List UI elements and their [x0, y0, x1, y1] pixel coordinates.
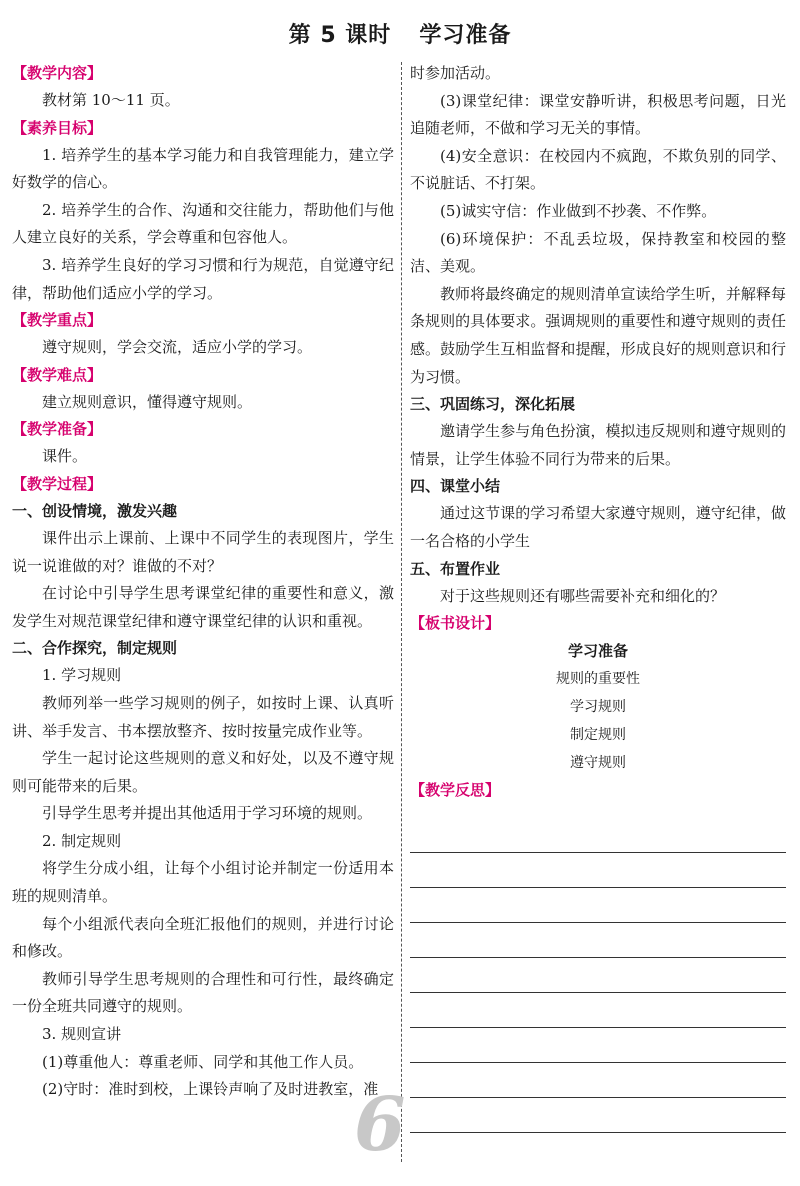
- section-2-title: 二、合作探究，制定规则: [12, 639, 178, 658]
- tag-key-point: 【教学重点】: [12, 311, 103, 330]
- board-design: [410, 637, 786, 777]
- column-divider: [401, 62, 402, 1162]
- board-title: 学习准备: [567, 642, 628, 661]
- rule-item-2-continued: 时参加活动。: [410, 64, 501, 82]
- section-1-para-2: 在讨论中引导学生思考课堂纪律的重要性和意义，激发学生对规范课堂纪律和遵守课堂纪律的认识和重视。: [12, 584, 394, 630]
- tag-board-design: 【板书设计】: [410, 614, 501, 633]
- difficulty-text: 建立规则意识，懂得遵守规则。: [42, 392, 253, 411]
- rule-item-3: (3)课堂纪律：课堂安静听讲，积极思考问题，日光追随老师，不做和学习无关的事情。: [410, 91, 786, 138]
- subsection-2-para-2: 每个小组派代表向全班汇报他们的规则，并进行讨论和修改。: [12, 914, 394, 961]
- right-column: [410, 60, 786, 1133]
- tag-reflection: 【教学反思】: [410, 781, 501, 800]
- section-1-title: 一、创设情境，激发兴趣: [12, 501, 178, 520]
- writing-line[interactable]: [410, 888, 786, 923]
- section-3-para: 邀请学生参与角色扮演，模拟违反规则和遵守规则的情景，让学生体验不同行为带来的后果。: [410, 422, 786, 468]
- board-item: 学习规则: [570, 699, 626, 716]
- writing-line[interactable]: [410, 1028, 786, 1063]
- section-1-para-1: 课件出示上课前、上课中不同学生的表现图片，学生说一说谁做的对？谁做的不对？: [12, 528, 394, 575]
- board-item: 制定规则: [570, 727, 626, 744]
- subsection-1-para-1: 教师列举一些学习规则的例子，如按时上课、认真听讲、举手发言、书本摆放整齐、按时按量完成作业等。: [12, 693, 394, 740]
- board-item: 规则的重要性: [556, 671, 640, 688]
- subsection-1-title: 1. 学习规则: [42, 666, 122, 685]
- writing-line[interactable]: [410, 958, 786, 993]
- tag-teaching-content: 【教学内容】: [12, 64, 103, 82]
- tag-difficulty: 【教学难点】: [12, 365, 103, 384]
- subsection-2-para-3: 教师引导学生思考规则的合理性和可行性，最终确定一份全班共同遵守的规则。: [12, 969, 394, 1016]
- writing-line[interactable]: [410, 1098, 786, 1133]
- section-3-title: 三、巩固练习，深化拓展: [410, 395, 576, 414]
- page-number: 6: [354, 1082, 406, 1168]
- left-column: [12, 60, 394, 1104]
- subsection-1-para-2: 学生一起讨论这些规则的意义和好处，以及不遵守规则可能带来的后果。: [12, 749, 394, 795]
- writing-line[interactable]: [410, 993, 786, 1028]
- rule-item-2: (2)守时：准时到校，上课铃声响了及时进教室，准: [42, 1080, 379, 1099]
- section-4-title: 四、课堂小结: [410, 477, 501, 496]
- board-item: 遵守规则: [570, 755, 626, 772]
- section-4-para: 通过这节课的学习希望大家遵守规则，遵守纪律，做一名合格的小学生: [410, 504, 786, 550]
- preparation-text: 课件。: [42, 447, 88, 466]
- section-5-para: 对于这些规则还有哪些需要补充和细化的？: [440, 586, 726, 605]
- lesson-name: 学习准备: [419, 23, 512, 48]
- subsection-3-title: 3. 规则宣讲: [42, 1025, 122, 1044]
- goal-3: 3. 培养学生良好的学习习惯和行为规范，自觉遵守纪律，帮助他们适应小学的学习。: [12, 255, 394, 302]
- section-5-title: 五、布置作业: [410, 559, 501, 578]
- subsection-1-para-3: 引导学生思考并提出其他适用于学习环境的规则。: [42, 804, 373, 823]
- subsection-2-para-1: 将学生分成小组，让每个小组讨论并制定一份适用本班的规则清单。: [12, 859, 394, 906]
- teacher-summary: 教师将最终确定的规则清单宣读给学生听，并解释每条规则的具体要求。强调规则的重要性和遵守规则的责任感。鼓励学生互相监督和提醒，形成良好的规则意识和行为习惯。: [410, 284, 786, 386]
- rule-item-6: (6)环境保护：不乱丢垃圾，保持教室和校园的整洁、美观。: [410, 229, 786, 276]
- key-text: 遵守规则，学会交流，适应小学的学习。: [42, 338, 313, 357]
- goal-2: 2. 培养学生的合作、沟通和交往能力，帮助他们与他人建立良好的关系，学会尊重和包容他人。: [12, 200, 394, 247]
- lesson-number: 第 5 课时: [288, 23, 392, 48]
- writing-line[interactable]: [410, 853, 786, 888]
- page-title: [0, 18, 800, 49]
- writing-line[interactable]: [410, 818, 786, 853]
- tag-process: 【教学过程】: [12, 474, 103, 493]
- goal-1: 1. 培养学生的基本学习能力和自我管理能力，建立学好数学的信心。: [12, 145, 394, 192]
- tag-goals: 【素养目标】: [12, 118, 103, 137]
- tag-preparation: 【教学准备】: [12, 420, 103, 439]
- writing-line[interactable]: [410, 923, 786, 958]
- content-text: 教材第 10～11 页。: [42, 91, 180, 109]
- subsection-2-title: 2. 制定规则: [42, 831, 122, 850]
- rule-item-1: (1)尊重他人：尊重老师、同学和其他工作人员。: [42, 1052, 364, 1071]
- rule-item-5: (5)诚实守信：作业做到不抄袭、不作弊。: [440, 201, 717, 220]
- writing-line[interactable]: [410, 1063, 786, 1098]
- rule-item-4: (4)安全意识：在校园内不疯跑，不欺负别的同学、不说脏话、不打架。: [410, 146, 786, 193]
- reflection-lines: [410, 818, 786, 1133]
